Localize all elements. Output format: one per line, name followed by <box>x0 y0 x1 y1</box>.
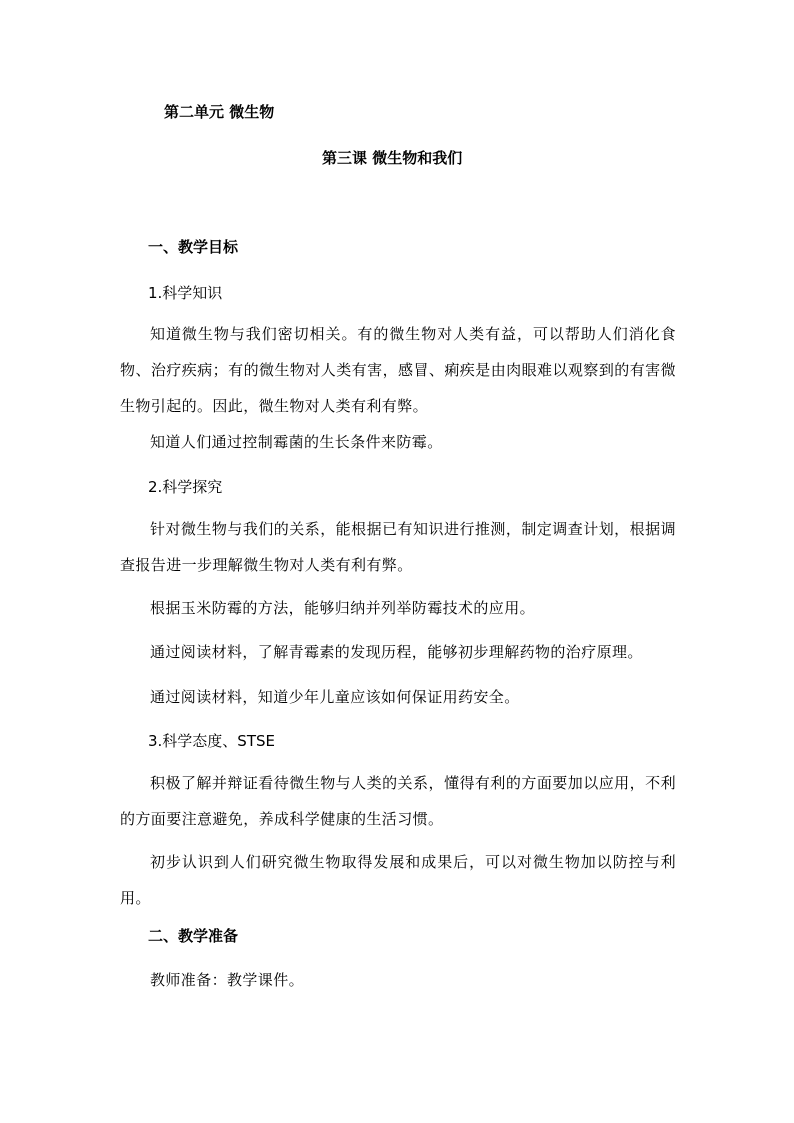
paragraph-inquiry-4: 通过阅读材料，知道少年儿童应该如何保证用药安全。 <box>150 688 520 706</box>
lesson-title: 第三课 微生物和我们 <box>322 149 463 167</box>
paragraph-inquiry-1: 针对微生物与我们的关系，能根据已有知识进行推测，制定调查计划，根据调查报告进一步理解微生物对人类有利有弊。 <box>120 520 676 574</box>
paragraph-knowledge-1: 知道微生物与我们密切相关。有的微生物对人类有益，可以帮助人们消化食物、治疗疾病；有的微生物对人类有害，感冒、痢疾是由肉眼难以观察到的有害微生物引起的。因此，微生物对人类有利有弊。 <box>120 325 676 415</box>
paragraph-teacher-preparation: 教师准备：教学课件。 <box>150 971 305 989</box>
paragraph-attitude-1: 积极了解并辩证看待微生物与人类的关系，懂得有利的方面要加以应用，不利的方面要注意避免，养成科学健康的生活习惯。 <box>120 774 676 828</box>
subheading-science-attitude: 3.科学态度、STSE <box>148 732 275 750</box>
paragraph-inquiry-2: 根据玉米防霉的方法，能够归纳并列举防霉技术的应用。 <box>150 599 536 617</box>
unit-title: 第二单元 微生物 <box>164 103 275 121</box>
subheading-science-knowledge: 1.科学知识 <box>148 284 223 302</box>
section-heading-preparation: 二、教学准备 <box>148 927 239 945</box>
subheading-science-inquiry: 2.科学探究 <box>148 478 223 496</box>
paragraph-inquiry-3: 通过阅读材料，了解青霉素的发现历程，能够初步理解药物的治疗原理。 <box>150 643 643 661</box>
paragraph-attitude-2: 初步认识到人们研究微生物取得发展和成果后，可以对微生物加以防控与利用。 <box>120 853 676 907</box>
paragraph-knowledge-2: 知道人们通过控制霉菌的生长条件来防霉。 <box>150 433 443 451</box>
section-heading-objectives: 一、教学目标 <box>148 238 239 256</box>
